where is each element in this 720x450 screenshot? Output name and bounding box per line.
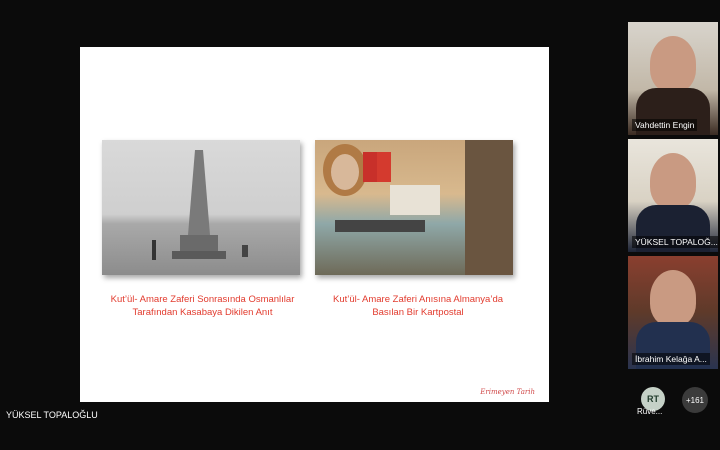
participant-name: Vahdettin Engin	[632, 119, 697, 131]
shared-slide	[80, 47, 549, 402]
caption-left: Kut’ül- Amare Zaferi Sonrasında Osmanlılar Tarafından Kasabaya Dikilen Anıt	[110, 294, 295, 318]
participant-tile[interactable]	[628, 22, 718, 135]
postcard-illustration	[315, 140, 513, 275]
postcard-photo	[315, 140, 513, 275]
participant-name: İbrahim Kelağa A...	[632, 353, 710, 365]
participant-tile[interactable]	[628, 139, 718, 252]
more-participants-button[interactable]: +161	[682, 387, 708, 413]
participant-tile[interactable]	[628, 256, 718, 369]
participant-avatar[interactable]: RT	[641, 387, 665, 411]
caption-right: Kut’ül- Amare Zaferi Anısına Almanya’da Basılan Bir Kartpostal	[332, 294, 504, 318]
obelisk-illustration	[102, 140, 300, 275]
participant-video	[650, 270, 696, 326]
participant-video	[650, 153, 696, 209]
participant-name: YÜKSEL TOPALOĞ...	[632, 236, 718, 248]
monument-photo	[102, 140, 300, 275]
slide-signature: Erimeyen Tarih	[480, 388, 535, 396]
presenter-name: YÜKSEL TOPALOĞLU	[6, 410, 98, 420]
avatar-label: Rüve...	[637, 407, 663, 416]
participant-video	[650, 36, 696, 92]
